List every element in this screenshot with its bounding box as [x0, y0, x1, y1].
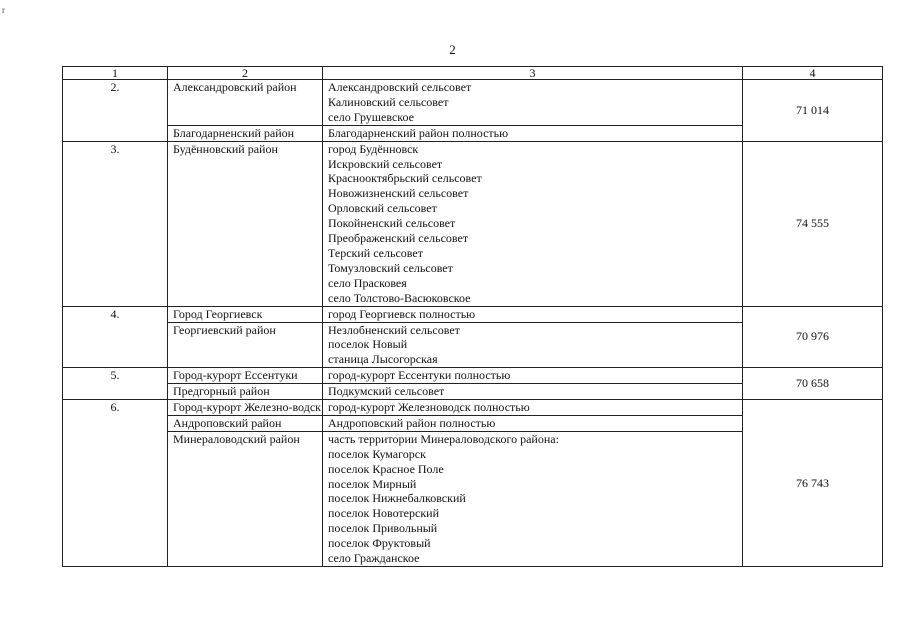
settlement: Незлобненский сельсовет: [328, 322, 460, 337]
settlement: город-курорт Железноводск полностью: [328, 400, 530, 415]
table-row: [63, 141, 883, 306]
settlement: часть территории Минераловодского района:: [328, 431, 559, 446]
settlement: село Гражданское: [328, 551, 420, 566]
area-name: Благодарненский район: [168, 125, 323, 141]
settlement: Преображенский сельсовет: [328, 231, 469, 246]
settlement: Терский сельсовет: [328, 245, 423, 260]
settlement: город-курорт Ессентуки полностью: [328, 368, 511, 383]
settlement: Покойненский сельсовет: [328, 216, 456, 231]
settlement: село Прасковея: [328, 275, 407, 290]
settlements-cell: [323, 125, 743, 141]
table-header-row: [63, 67, 883, 80]
population-value: 71 014: [743, 80, 883, 142]
settlement: станица Лысогорская: [328, 352, 438, 367]
population-value: 70 658: [743, 368, 883, 400]
area-name: Город Георгиевск: [168, 306, 323, 322]
settlement: Калиновский сельсовет: [328, 94, 449, 109]
settlement: поселок Нижнебалковский: [328, 491, 466, 506]
settlements-cell: [323, 141, 743, 306]
table-row: [63, 400, 883, 416]
column-header: 3: [323, 67, 743, 80]
scan-corner-mark: r: [2, 5, 5, 15]
column-header: 2: [168, 67, 323, 80]
population-value: 70 976: [743, 306, 883, 368]
area-name: Будённовский район: [168, 141, 323, 306]
settlement: поселок Кумагорск: [328, 446, 426, 461]
table-row: [63, 306, 883, 322]
area-name: Минераловодский район: [168, 431, 323, 566]
district-number: 4.: [63, 306, 168, 368]
column-header: 4: [743, 67, 883, 80]
settlement: поселок Привольный: [328, 521, 438, 536]
area-name-text: Город-курорт Железно-водск: [173, 400, 321, 415]
area-name: Город-курорт Ессентуки: [168, 368, 323, 384]
population-value: 74 555: [743, 141, 883, 306]
area-name: Георгиевский район: [168, 322, 323, 368]
settlement: Томузловский сельсовет: [328, 260, 453, 275]
settlement: поселок Красное Поле: [328, 461, 444, 476]
table-row: [63, 80, 883, 126]
settlement: Благодарненский район полностью: [328, 125, 509, 140]
settlements-cell: [323, 322, 743, 368]
settlement: Орловский сельсовет: [328, 201, 437, 216]
settlement: село Толстово-Васюковское: [328, 290, 471, 305]
settlement: село Грушевское: [328, 109, 414, 124]
settlement: поселок Новый: [328, 337, 408, 352]
area-name: Александровский район: [168, 80, 323, 126]
districts-table: [62, 66, 883, 567]
area-name: Андроповский район: [168, 415, 323, 431]
settlements-cell: [323, 431, 743, 566]
settlement: Александровский сельсовет: [328, 80, 472, 94]
settlement: город Георгиевск полностью: [328, 306, 476, 321]
settlements-cell: [323, 368, 743, 384]
settlement: Искровский сельсовет: [328, 156, 443, 171]
settlement: Подкумский сельсовет: [328, 384, 445, 399]
area-name: [168, 400, 323, 416]
district-number: 2.: [63, 80, 168, 142]
area-name: Предгорный район: [168, 384, 323, 400]
settlement: поселок Фруктовый: [328, 536, 431, 551]
settlement: поселок Новотерский: [328, 506, 439, 521]
table-row: [63, 368, 883, 384]
column-header: 1: [63, 67, 168, 80]
settlement: Новожизненский сельсовет: [328, 186, 469, 201]
settlement: Краснооктябрьский сельсовет: [328, 171, 482, 186]
settlements-cell: [323, 80, 743, 126]
settlement: город Будённовск: [328, 141, 419, 156]
settlements-cell: [323, 415, 743, 431]
district-number: 3.: [63, 141, 168, 306]
page-number: 2: [449, 42, 456, 57]
settlements-cell: [323, 384, 743, 400]
settlements-cell: [323, 400, 743, 416]
population-value: 76 743: [743, 400, 883, 567]
settlement: Андроповский район полностью: [328, 415, 496, 430]
district-number: 5.: [63, 368, 168, 400]
settlement: поселок Мирный: [328, 476, 417, 491]
settlements-cell: [323, 306, 743, 322]
district-number: 6.: [63, 400, 168, 567]
